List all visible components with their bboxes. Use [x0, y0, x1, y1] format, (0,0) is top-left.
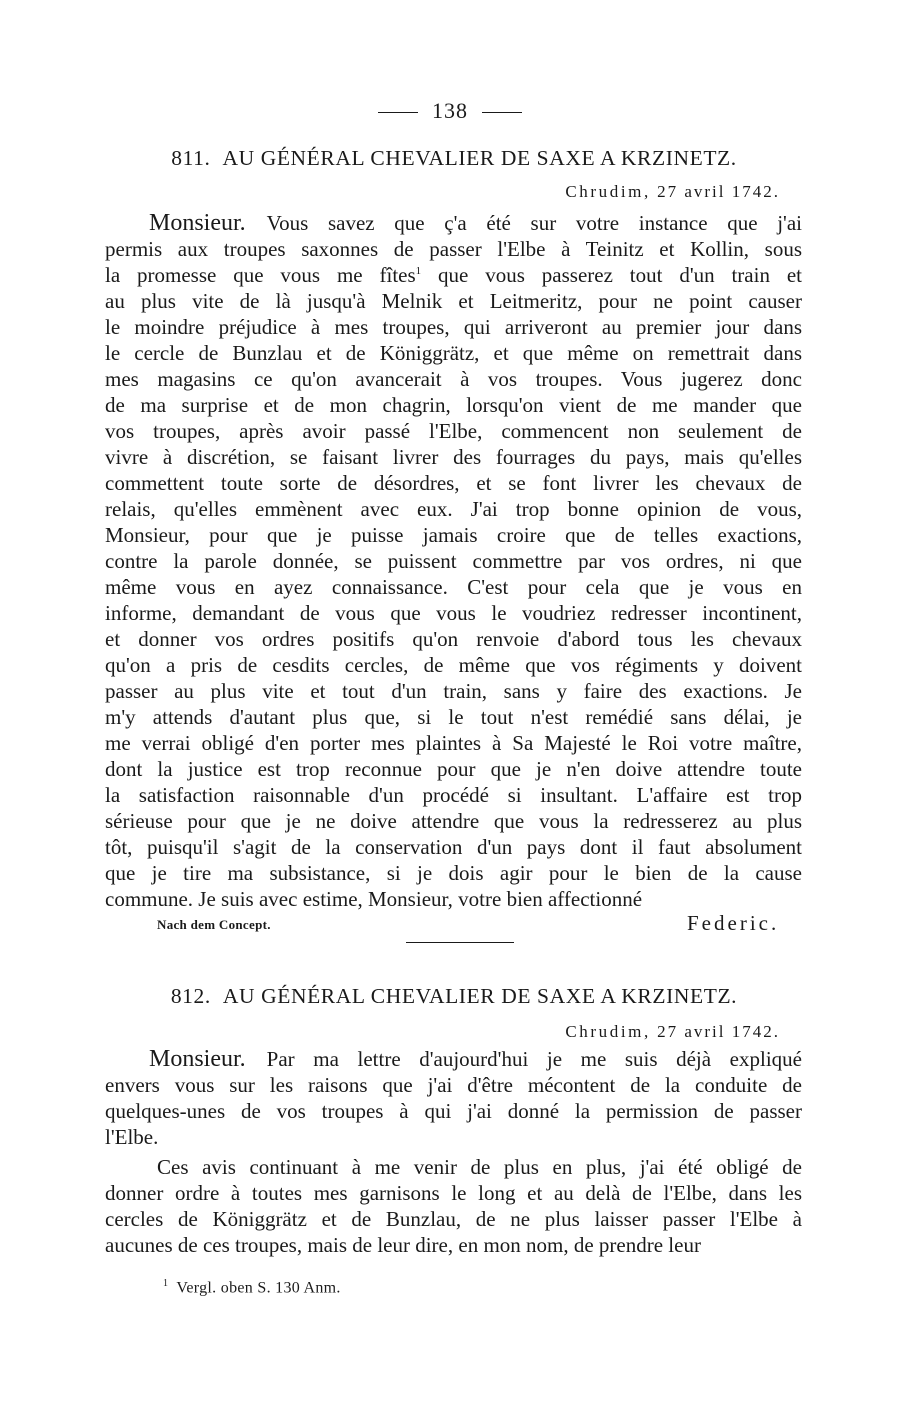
- letter-number: 812.: [170, 984, 211, 1008]
- text-line: l'Elbe.: [105, 1125, 159, 1149]
- text-line: quelques-unes de vos troupes à qui j'ai donné la permission de passer: [105, 1099, 802, 1123]
- text-line: informe, demandant de vous que vous le voudriez redresser incontinent,: [105, 601, 802, 625]
- letter-title: AU GÉNÉRAL CHEVALIER DE SAXE A KRZINETZ.: [222, 984, 738, 1008]
- section-divider: [406, 942, 514, 943]
- letter-812-dateline: [565, 1022, 780, 1042]
- text-line: au plus vite de là jusqu'à Melnik et Leitmeritz, pour ne point causer: [105, 289, 802, 313]
- text-line: le cercle de Bunzlau et de Königgrätz, et que même on remettrait dans: [105, 341, 802, 365]
- text-line: contre la parole donnée, se puissent commettre par vos ordres, ni que: [105, 549, 802, 573]
- letter-811-dateline: [565, 182, 780, 202]
- page-number-line: [0, 98, 900, 124]
- text-line: envers vous sur les raisons que j'ai d'être mécontent de la conduite de: [105, 1073, 802, 1097]
- letter-title: AU GÉNÉRAL CHEVALIER DE SAXE A KRZINETZ.: [222, 146, 737, 170]
- text-line: la promesse que vous me fîtes$^1$ que vous passerez tout d'un train et: [105, 263, 802, 287]
- letter-812-body: [105, 1046, 802, 1258]
- text-line: de ma surprise et de mon chagrin, lorsqu'on vient de me mander que: [105, 393, 802, 417]
- dash-right: [482, 112, 522, 113]
- salutation: Monsieur.: [149, 210, 246, 236]
- text-line: qu'on a pris de cesdits cercles, de même que vos régiments y doivent: [105, 653, 802, 677]
- text-line: donner ordre à toutes mes garnisons le long et au delà de l'Elbe, dans les: [105, 1181, 802, 1205]
- text-line: commune. Je suis avec estime, Monsieur, votre bien affectionné: [105, 887, 643, 911]
- text-line: commettent toute sorte de désordres, et se font livrer les chevaux de: [105, 471, 802, 495]
- text-line: permis aux troupes saxonnes de passer l'Elbe à Teinitz et Kollin, sous: [105, 237, 802, 261]
- footnote-reference: 1: [415, 265, 422, 277]
- letter-811-source: Nach dem Concept.: [157, 917, 271, 932]
- text-line: sérieuse pour que je ne doive attendre que vous la redresserez au plus: [105, 809, 802, 833]
- text-line: la satisfaction raisonnable d'un procédé si insultant. L'affaire est trop: [105, 783, 802, 807]
- text-line: et donner vos ordres positifs qu'on renvoie d'abord tous les chevaux: [105, 627, 802, 651]
- text-line: mes magasins ce qu'on avancerait à vos troupes. Vous jugerez donc: [105, 367, 802, 391]
- footnote-marker: 1: [163, 1278, 169, 1289]
- text-line: dont la justice est trop reconnue pour que je n'en doive attendre toute: [105, 757, 802, 781]
- text-line: aucunes de ces troupes, mais de leur dire, en mon nom, de prendre leur: [105, 1233, 701, 1257]
- letter-date: 27 avril 1742.: [657, 1022, 780, 1041]
- letter-811-body: [105, 210, 802, 912]
- text-line: même vous en ayez connaissance. C'est pour cela que je vous en: [105, 575, 802, 599]
- text-line: Monsieur. Vous savez que ç'a été sur votre instance que j'ai: [149, 210, 802, 236]
- dash-left: [378, 112, 418, 113]
- text-line: m'y attends d'autant plus que, si le tout n'est remédié sans délai, je: [105, 705, 802, 729]
- text-line: Monsieur. Par ma lettre d'aujourd'hui je me suis déjà expliqué: [149, 1046, 802, 1072]
- page-number: 138: [432, 98, 468, 123]
- footnote: [163, 1278, 341, 1297]
- text-line: Ces avis continuant à me venir de plus en plus, j'ai été obligé de: [157, 1155, 802, 1179]
- letter-date: 27 avril 1742.: [657, 182, 780, 201]
- text-line: me verrai obligé d'en porter mes plaintes à Sa Majesté le Roi votre maître,: [105, 731, 802, 755]
- text-line: cercles de Königgrätz et de Bunzlau, de ne plus laisser passer l'Elbe à: [105, 1207, 802, 1231]
- text-line: le moindre préjudice à mes troupes, qui arriveront au premier jour dans: [105, 315, 802, 339]
- letter-place: Chrudim,: [565, 182, 651, 201]
- text-line: relais, qu'elles emmènent avec eux. J'ai trop bonne opinion de vous,: [105, 497, 802, 521]
- text-line: vos troupes, après avoir passé l'Elbe, commencent non seulement de: [105, 419, 802, 443]
- text-line: que je tire ma subsistance, si je dois agir pour le bien de la cause: [105, 861, 802, 885]
- letter-811-heading: [104, 146, 804, 171]
- salutation: Monsieur.: [149, 1046, 246, 1072]
- text-line: vivre à discrétion, se faisant livrer des fourrages du pays, mais qu'elles: [105, 445, 802, 469]
- letter-number: 811.: [171, 146, 211, 170]
- letter-811-signature: Federic.: [687, 911, 780, 935]
- letter-812-heading: [104, 984, 804, 1009]
- text-line: Monsieur, pour que je puisse jamais croire que de telles exactions,: [105, 523, 802, 547]
- letter-place: Chrudim,: [565, 1022, 651, 1041]
- footnote-text: Vergl. oben S. 130 Anm.: [176, 1279, 341, 1297]
- text-line: tôt, puisqu'il s'agit de la conservation d'un pays dont il faut absolument: [105, 835, 802, 859]
- text-line: passer au plus vite et tout d'un train, sans y faire des exactions. Je: [105, 679, 802, 703]
